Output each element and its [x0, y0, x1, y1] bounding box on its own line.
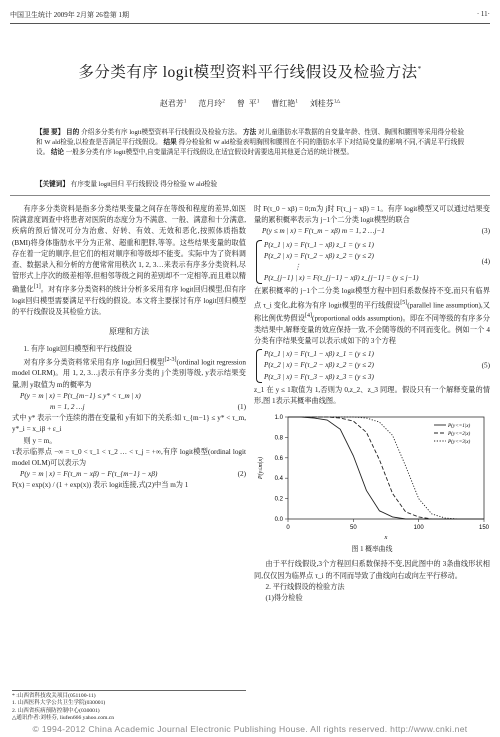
- abstract-methods-label: 方法: [242, 129, 257, 136]
- equation-system-5: P(z_1 | x) = F(τ_1 − xβ) z_1 = (y ≤ 1) P(z_2 | x) = F(τ_2 − xβ) z_2 = (y ≤ 2) P(z_3 | x) = F(τ_3 − xβ) z_3 = (y ≤ 3) (5): [254, 349, 490, 383]
- abstract-results: 得分检验和 W ald检验表明胸围和腰围在不同的脂肪水平下对结局变量的影响不同,不满足平行线假设。: [36, 139, 465, 156]
- logit-link-definition: F(x) = exp(x) / (1 + exp(x)) 表示 logit连接,式(2)中当 m为 1: [12, 481, 189, 490]
- y-tick-label: 0.2: [274, 496, 283, 503]
- y-tick-label: 0.4: [274, 476, 283, 483]
- footnote: 2. 山西省疾病预防控制中心(030001): [12, 707, 100, 714]
- y-tick-label: 0.6: [274, 456, 283, 463]
- abstract-label: 【提 要】: [36, 129, 65, 136]
- legend-label: P(y<=1|x): [448, 423, 471, 430]
- figure-caption: 图 1 概率曲线: [351, 546, 393, 554]
- y-axis-label: P(y≤m|x): [258, 457, 264, 480]
- title-footnote-mark: *: [417, 64, 422, 73]
- journal-info: 中国卫生统计 2009年 2月第 26卷第 1期: [10, 11, 129, 19]
- probability-curve-chart: [254, 411, 490, 541]
- subsection-heading: (1)得分检验: [265, 594, 303, 603]
- body-paragraph: z_1 在 y ≤ 1取值为 1,否则为 0,z_2、z_3 同理。假设只有一个解释变量的情形,图 1表示其概率曲线图。: [254, 385, 490, 406]
- author: 曾 平$^1$: [236, 99, 260, 108]
- y-tick-label: 0.8: [274, 435, 283, 442]
- author: 曹红艳$^1$: [271, 99, 298, 108]
- intro-paragraph: 有序多分类资料是指多分类结果变量之间存在等级和程度的差异,如医院满意度调查中将患者对医院的态度分为不满意、一般、满意和十分满意,疾病的预后情况可分为治愈、好转、有效、无效和恶化,按照体质指数(BMI)将身体脂肪水平分为正常、超重和肥胖,等等。这些结果变量的取值存在着一定的顺序,但它们的相对顺序和等级却不能变。实际中为了资料调查、数据录入和分析的方便常常用秩次 1, 2, 3…来表示有序多分类资料,尽管形式上序次的级差相等,但相邻等级之间的差别却不一定相等,而且难以精确量化[1]。对有序多分类资料的统计分析多采用有序 logit回归模型,但有序 logit回归模型需要满足平行线的假设。本文将主要探讨有序 logit回归模型的平行线假设及其检验方法。: [12, 205, 246, 317]
- footnote: * :山西省科技攻关项目(051100-11): [12, 693, 96, 699]
- chart-svg: [254, 411, 490, 541]
- body-paragraph: 对有序多分类资料常采用有序 logit回归模型[2-3](ordinal logit regression model OLRM)。用 1, 2, 3…j表示有序多分类的 j个类别等级, y表示结果变量,则 y取值为 m的概率为: [12, 356, 246, 389]
- page-number: · 11·: [476, 10, 490, 18]
- section-divider: [10, 195, 490, 196]
- body-paragraph: τ表示临界点 −∞ = τ_0 < τ_1 < τ_2 … < τ_j = +∞,有序 logit模型(ordinal logit model OLM)可以表示为: [12, 447, 246, 468]
- copyright-watermark: © 1994-2012 China Academic Journal Electronic Publishing House. All rights reserved. http://www.cnki.net: [32, 724, 468, 734]
- section-heading: 原理和方法: [109, 327, 149, 337]
- footnote: 1. 山西医科大学公共卫生学院(030001): [12, 700, 106, 707]
- abstract-conclusion-label: 结论: [50, 149, 65, 156]
- author-list: [20, 98, 480, 109]
- left-column: [12, 204, 246, 492]
- abstract: [36, 128, 464, 158]
- equation-1-condition: m = 1, 2 …j (1): [50, 403, 246, 412]
- y-tick-label: 1.0: [274, 415, 283, 422]
- abstract-objective: 介绍多分类有序 logit模型资料平行线假设及检验方法。: [81, 129, 242, 136]
- abstract-objective-label: 目的: [66, 129, 80, 136]
- legend-label: P(y<=3|x): [448, 439, 471, 446]
- body-paragraph: 则 y = m。: [23, 436, 57, 445]
- x-tick-label: 0: [286, 525, 290, 532]
- running-header: [10, 10, 490, 24]
- body-paragraph: 时 F(τ_0 − xβ) = 0;m为 j时 F(τ_j − xβ) = 1。有序 logit模型又可以通过结果变量的累积概率表示为 j−1个二分类 logit模型的联合: [254, 205, 490, 225]
- equation-1: P(y = m | x) = P(τ_{m−1} ≤ y* < τ_m | x): [20, 391, 141, 400]
- footnote: △通讯作者:刘桂芬, liufen666 yahoo.com.cn: [12, 715, 115, 722]
- body-paragraph: 式中 y* 表示一个连续的潜在变量和 y有如下的关系:如 τ_{m−1} ≤ y* < τ_m, y*_i = x_iβ + ε_i: [12, 414, 246, 434]
- x-tick-label: 50: [349, 525, 357, 532]
- author: 范月玲$^2$: [198, 99, 225, 108]
- equation-2: P(y = m | x) = F(τ_m − xβ) − F(τ_{m−1} − xβ) (2): [20, 470, 246, 479]
- keywords-text: 有序变量 logit回归 平行线假设 得分检验 W ald检验: [70, 181, 218, 188]
- body-paragraph: 在累积概率的 j−1个二分类 logit模型方程中回归系数保持不变,而只有临界点 τ_i 变化,此称为有序 logit模型的平行线假设[5](parallel line assumption),又称比例优势假设[4](proportional odds assumption)。即在不同等级的有序多分类结果中,解释变量的效应保持一致,不会随等级的不同而变化。例如一个 4分类有序结果变量可以表示成如下的 3个方程: [254, 287, 490, 346]
- equation-system-4: P(z_1 | x) = F(τ_1 − xβ) z_1 = (y ≤ 1) P(z_2 | x) = F(τ_2 − xβ) z_2 = (y ≤ 2) ⋮ P(z_{j−1} | x) = F(τ_{j−1} − xβ) z_{j−1} = (y ≤ j−1) (4): [254, 240, 490, 285]
- abstract-conclusion: 一般多分类有序 logit模型中,自变量满足平行线假设,在适宜假设时需要选用其他更合适的统计模型。: [65, 149, 354, 156]
- abstract-methods: 对儿童脂肪水平数据的自变量年龄、性别、胸围和腰围等采用得分检验和 W ald检验,以检查是否满足平行线假设。: [36, 129, 465, 146]
- keywords: [36, 180, 464, 190]
- y-tick-label: 0.0: [274, 517, 283, 524]
- title-text: 多分类有序 logit模型资料平行线假设及检验方法: [78, 64, 418, 81]
- x-tick-label: 100: [413, 525, 424, 532]
- subsection-heading: 1. 有序 logit回归模型和平行线假设: [23, 344, 132, 353]
- author: 刘桂芬$^{1\triangle}$: [309, 99, 341, 108]
- article-title: [20, 60, 480, 82]
- right-column: [254, 204, 490, 604]
- author: 赵君芳$^1$: [159, 99, 187, 108]
- legend-label: P(y<=2|x): [448, 431, 471, 438]
- keywords-label: 【关键词】: [36, 181, 69, 188]
- body-paragraph: 由于平行线假设,3个方程回归系数保持不变,因此图中的 3条曲线形状相同,仅仅因为临界点 τ_i 的不同而导致了曲线向右或向左平行移动。: [254, 560, 490, 580]
- subsection-heading: 2. 平行线假设的检验方法: [265, 582, 345, 591]
- equation-3: P(y ≤ m | x) = F(τ_m − xβ) m = 1, 2 …j−1 (3): [262, 227, 490, 236]
- abstract-results-label: 结果: [163, 139, 177, 146]
- x-axis-label: x: [384, 534, 388, 542]
- x-tick-label: 150: [478, 525, 490, 532]
- footnotes: [12, 690, 246, 723]
